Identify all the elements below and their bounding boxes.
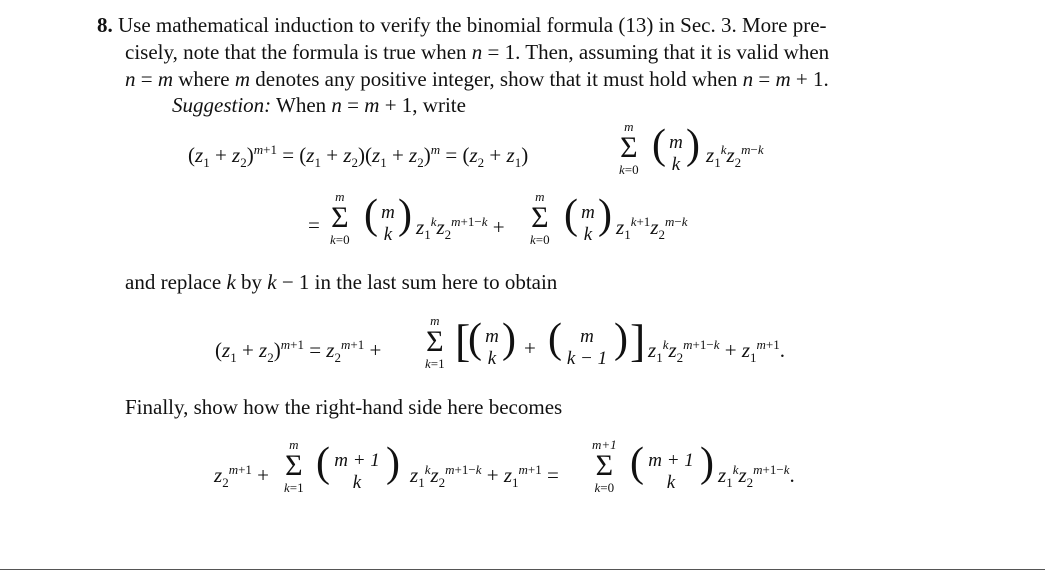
problem-line-1 <box>97 15 827 36</box>
replace-line: and replace k by k − 1 in the last sum here to obtain <box>125 270 558 294</box>
binomial-coefficient: ( m k ) <box>652 122 700 175</box>
problem-line-1-text: Use mathematical induction to verify the binomial formula (13) in Sec. 3. More pre- <box>118 13 827 37</box>
problem-number: 8. <box>97 13 113 37</box>
sum-symbol: m Σ k=0 <box>619 119 639 177</box>
sum-symbol: m+1 Σ k=0 <box>592 437 617 495</box>
binomial-coefficient: ( m k − 1 ) <box>548 316 628 369</box>
page-bottom-rule <box>0 569 1045 570</box>
binomial-coefficient: ( m + 1 k ) <box>316 440 400 493</box>
binomial-coefficient: ( m + 1 k ) <box>630 440 714 493</box>
suggestion-line: Suggestion: When n = m + 1, write <box>172 93 466 117</box>
finally-line: Finally, show how the right-hand side here becomes <box>125 395 563 419</box>
sum-symbol: m Σ k=0 <box>530 189 550 247</box>
binomial-coefficient: ( m k ) <box>468 316 516 369</box>
suggestion-label: Suggestion: <box>172 93 272 117</box>
binomial-coefficient: ( m k ) <box>564 192 612 245</box>
problem-line-3: n = m where m denotes any positive integer, show that it must hold when n = m + 1. <box>125 67 829 91</box>
sum-symbol: m Σ k=0 <box>330 189 350 247</box>
sum-symbol: m Σ k=1 <box>425 313 445 371</box>
sum-symbol: m Σ k=1 <box>284 437 304 495</box>
problem-line-2: cisely, note that the formula is true when n = 1. Then, assuming that it is valid when <box>125 40 830 64</box>
binomial-coefficient: ( m k ) <box>364 192 412 245</box>
